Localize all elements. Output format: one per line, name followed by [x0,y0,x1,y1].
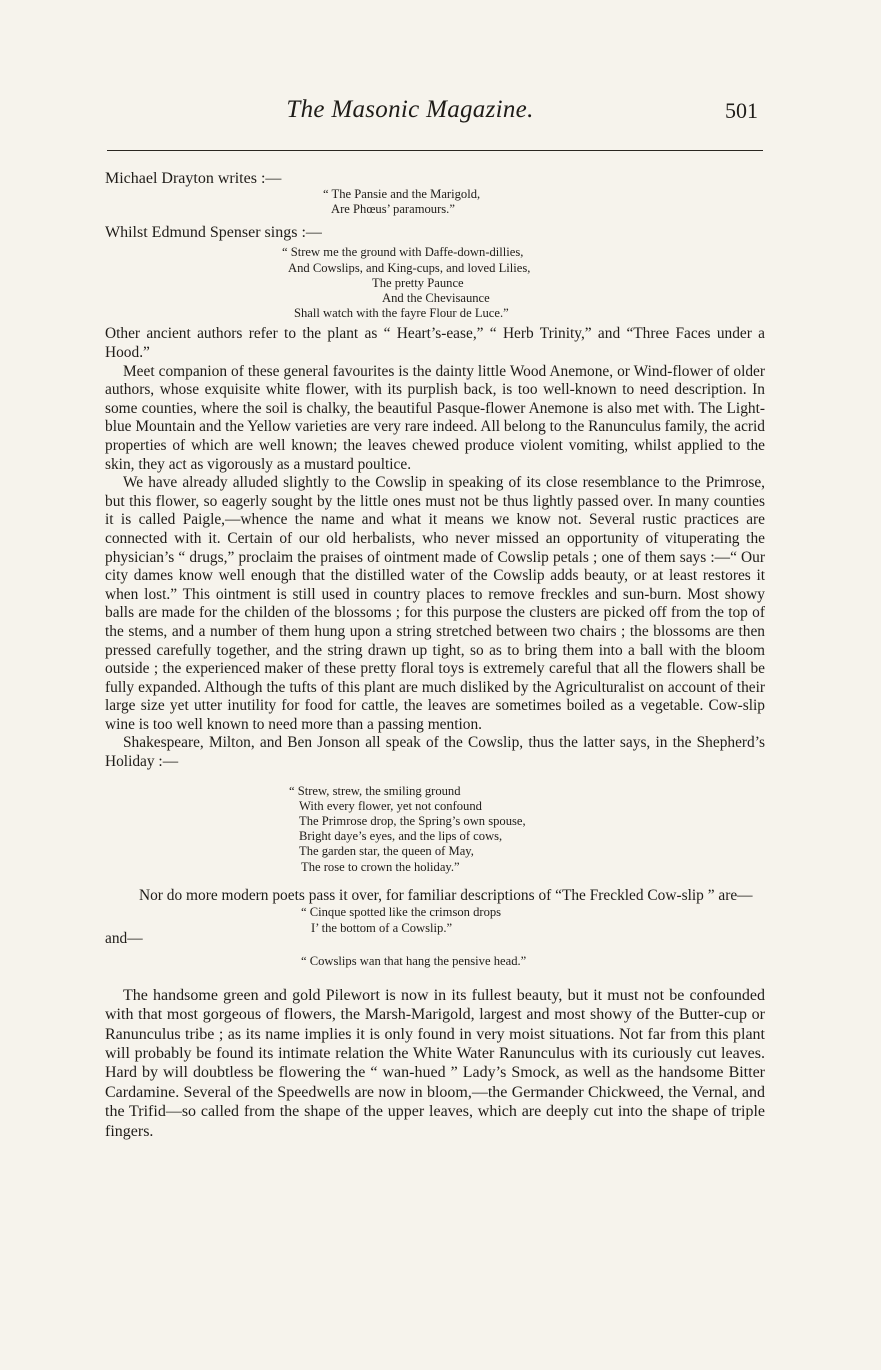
verse-line: The Primrose drop, the Spring’s own spouse, [299,814,526,829]
running-title: The Masonic Magazine. [286,96,534,123]
verse-line: The garden star, the queen of May, [299,844,474,859]
verse-line: Bright daye’s eyes, and the lips of cows, [299,829,503,844]
verse-line: I’ the bottom of a Cowslip.” [311,920,453,935]
page-number: 501 [725,98,758,123]
verse-line: With every flower, yet not confound [299,798,482,813]
jonson-quote [289,784,765,875]
verse-line: Shall watch with the fayre Flour de Luce.” [294,306,509,321]
spenser-intro: Whilst Edmund Spenser sings :— [105,224,322,242]
wan-quote [301,954,765,969]
paragraph-pilewort: The handsome green and gold Pilewort is now in its fullest beauty, but it must not be confounded with that most gorgeous of flowers, the Marsh-Marigold, largest and most showy of the Butter-cup or Ranunculus tribe ; as its name implies it is only found in very moist situations. Not far from this plant will probably be found its intimate relation the White Water Ranunculus with its curiously cut leaves. Hard by will doubtless be flowering the “ wan-hued ” Lady’s Smock, as well as the handsome Bitter Cardamine. Several of the Speedwells are now in bloom,—the Germander Chickweed, the Vernal, and the Trifid—so called from the shape of the upper leaves, which are deeply cut into the shape of triple fingers. [105,986,765,1140]
verse-line: “ The Pansie and the Marigold, [323,187,481,201]
page-header [0,90,881,130]
verse-line: “ Cowslips wan that hang the pensive head.” [301,954,527,969]
verse-line: And Cowslips, and King-cups, and loved Lilies, [288,260,531,275]
verse-line: “ Cinque spotted like the crimson drops [301,905,502,920]
verse-line: Are Phœus’ paramours.” [331,202,455,217]
paragraph-cowslip: We have already alluded slightly to the Cowslip in speaking of its close resemblance to the Primrose, but this flower, so eagerly sought by the little ones must not be thus lightly passed over. In many counties it is called Paigle,—whence the name and what it means we know not. Several rustic practices are connected with it. Certain of our old herbalists, who never missed an opportunity of vituperating the physician’s “ drugs,” proclaim the praises of ointment made of Cowslip petals ; one of them says :—“ Our city dames know well enough that the distilled water of the Cowslip adds beauty, or at least restores it when lost.” This ointment is still used in country places to remove freckles and sun-burn. Most showy balls are made for the childen of the blossoms ; for this purpose the clusters are picked off from the top of the stems, and a number of them hung upon a string stretched between two chairs ; the blossoms are then pressed carefully together, and the string drawn up tight, so as to bring them into a ball with the bloom outside ; the experienced maker of these pretty floral toys is extremely careful that all the flowers shall be fully expanded. Although the tufts of this plant are much disliked by the Agriculturalist on account of their large size yet utter inutility for food for cattle, the leaves are sometimes boiled as a vegetable. Cow-slip wine is too well known to need more than a passing mention. [105,474,765,733]
article-body [105,165,765,1141]
verse-line: “ Strew me the ground with Daffe-down-dillies, [282,245,524,260]
drayton-intro: Michael Drayton writes :— [105,170,282,187]
verse-line: “ Strew, strew, the smiling ground [289,783,461,798]
verse-line: The pretty Paunce [372,275,464,290]
and-connector: and— [105,929,143,947]
paragraph-modern-poets: Nor do more modern poets pass it over, for familiar descriptions of “The Freckled Cow-slip ” are— [139,886,753,904]
paragraph-anemone: Meet companion of these general favourites is the dainty little Wood Anemone, or Wind-flower of older authors, whose exquisite white flower, with its purplish back, is too well-known to need description. In some counties, where the soil is chalky, the beautiful Pasque-flower Anemone is also met with. The Light-blue Mountain and the Yellow varieties are very rare indeed. All belong to the Ranunculus family, the acrid properties of which are well known; the leaves chewed produce violent vomiting, whilst applied to the skin, they act as vigorously as a mustard poultice. [105,362,765,473]
paragraph-authors: Other ancient authors refer to the plant as “ Heart’s-ease,” “ Herb Trinity,” and “Three Faces under a Hood.” [105,325,765,362]
spenser-quote [282,245,765,321]
verse-line: And the Chevisaunce [382,291,490,306]
header-rule [107,150,763,151]
paragraph-jonson-intro: Shakespeare, Milton, and Ben Jonson all speak of the Cowslip, thus the latter says, in the Shepherd’s Holiday :— [105,734,765,771]
verse-line: The rose to crown the holiday.” [301,859,460,874]
drayton-quote [323,187,765,217]
